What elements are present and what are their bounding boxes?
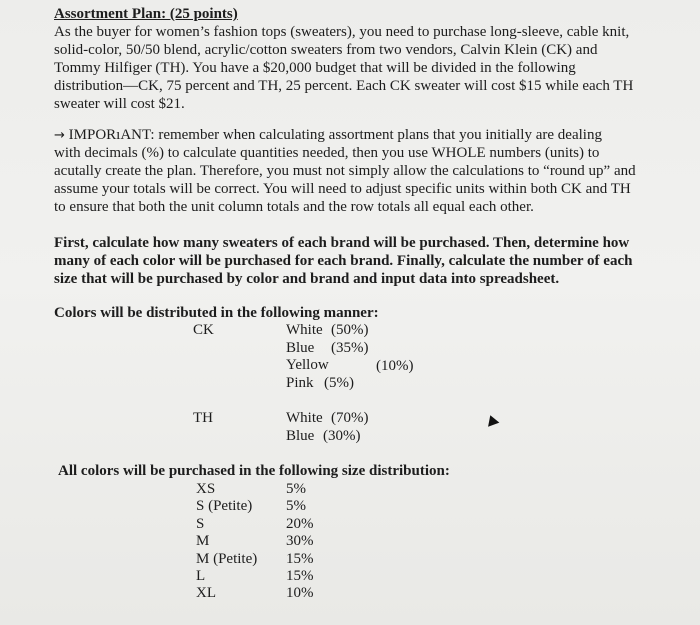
ck-color-pct: (10%)	[376, 358, 414, 374]
size-pct: 5%	[286, 481, 306, 497]
size-label: XL	[196, 585, 216, 601]
ck-label: CK	[193, 322, 214, 338]
size-label: XS	[196, 481, 216, 497]
size-label: M	[196, 533, 210, 549]
instructions-paragraph	[54, 234, 632, 288]
th-color-name: White	[286, 410, 323, 426]
ck-color-pct: (5%)	[324, 375, 354, 391]
th-label: TH	[193, 410, 213, 426]
colors-heading: Colors will be distributed in the following manner:	[54, 305, 379, 321]
important-line: with decimals (%) to calculate quantities needed, then you use WHOLE numbers (units) to	[54, 145, 600, 161]
assignment-title: Assortment Plan: (25 points)	[54, 6, 238, 22]
instruction-line: many of each color will be purchased for each brand. Finally, calculate the number of each	[54, 253, 633, 269]
important-paragraph	[54, 126, 636, 216]
intro-paragraph	[54, 23, 633, 113]
important-line: assume your totals will be correct. You will need to adjust specific units within both CK and TH	[54, 181, 631, 197]
size-label: M (Petite)	[196, 551, 258, 567]
th-color-pct: (30%)	[323, 428, 361, 444]
sizes-heading: All colors will be purchased in the following size distribution:	[58, 463, 450, 479]
size-pct: 15%	[286, 568, 314, 584]
ck-color-pct: (35%)	[331, 340, 369, 356]
intro-line: Tommy Hilfiger (TH). You have a $20,000 budget that will be divided in the following	[54, 60, 576, 76]
size-pct: 15%	[286, 551, 314, 567]
intro-line: sweater will cost $21.	[54, 96, 185, 112]
mouse-pointer-icon	[485, 413, 500, 427]
size-pct: 20%	[286, 516, 314, 532]
size-label: L	[196, 568, 206, 584]
important-line: IMPORıANT: remember when calculating assortment plans that you initially are dealing	[68, 127, 602, 143]
size-label: S (Petite)	[196, 498, 253, 514]
instruction-line: size that will be purchased by color and brand and input data into spreadsheet.	[54, 271, 560, 287]
ck-color-name: Pink	[286, 375, 314, 391]
instruction-line: First, calculate how many sweaters of each brand will be purchased. Then, determine how	[54, 235, 630, 251]
important-line: acutally create the plan. Therefore, you must not simply allow the calculations to “round up” and	[54, 163, 636, 179]
ck-color-name: White	[286, 322, 323, 338]
ck-color-name: Yellow	[286, 357, 329, 373]
ck-color-pct: (50%)	[331, 322, 369, 338]
size-label: S	[196, 516, 205, 532]
ck-color-name: Blue	[286, 340, 315, 356]
size-pct: 30%	[286, 533, 314, 549]
important-line: to ensure that both the unit column totals and the row totals all equal each other.	[54, 199, 534, 215]
intro-line: distribution—CK, 75 percent and TH, 25 percent. Each CK sweater will cost $15 while each TH	[54, 78, 634, 94]
arrow-right-icon: →	[54, 128, 65, 143]
size-pct: 10%	[286, 585, 314, 601]
size-pct: 5%	[286, 498, 306, 514]
th-color-pct: (70%)	[331, 410, 369, 426]
th-color-name: Blue	[286, 428, 315, 444]
intro-line: solid-color, 50/50 blend, acrylic/cotton sweaters from two vendors, Calvin Klein (CK) and	[54, 42, 598, 58]
intro-line: As the buyer for women’s fashion tops (sweaters), you need to purchase long-sleeve, cable knit,	[54, 24, 630, 40]
